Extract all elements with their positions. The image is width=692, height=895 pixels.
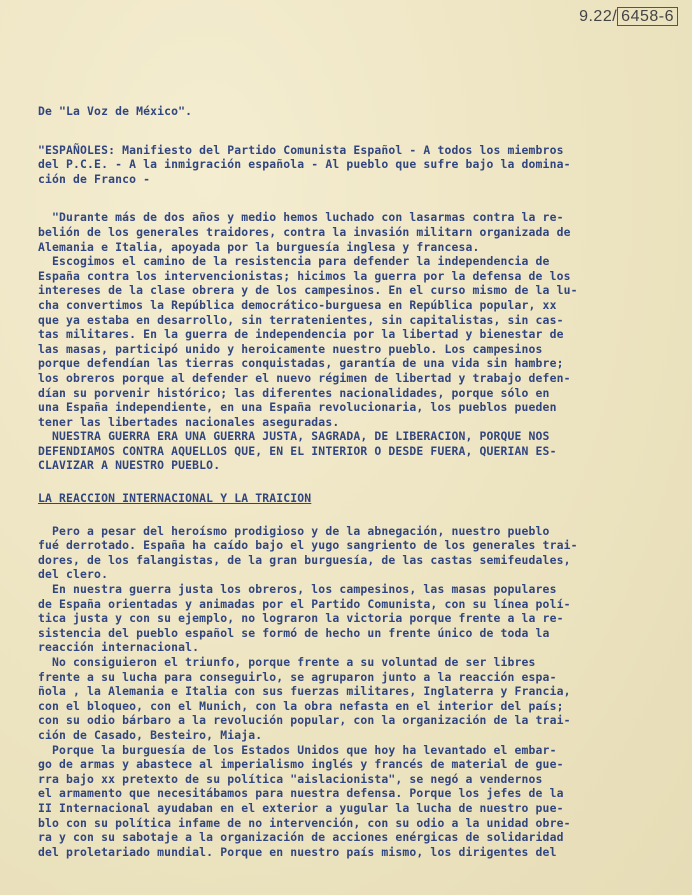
text-line: con su odio bárbaro a la revolución popular, con la organización de la trai- xyxy=(38,713,571,728)
text-line: ción de Casado, Besteiro, Miaja. xyxy=(38,727,263,742)
text-line: Porque la burguesía de los Estados Unidos que hoy ha levantado el embar- xyxy=(38,742,557,757)
text-line: Pero a pesar del heroísmo prodigioso y de la abnegación, nuestro pueblo xyxy=(38,523,550,538)
text-line: el armamento que necesitábamos para nuestra defensa. Porque los jefes de la xyxy=(38,786,564,801)
text-line: Alemania e Italia, apoyada por la burguesía inglesa y francesa. xyxy=(38,239,480,254)
text-line: reacción internacional. xyxy=(38,640,200,655)
manifesto-heading xyxy=(38,143,684,187)
source-line: De "La Voz de México". xyxy=(38,104,193,118)
text-line: porque defendían las tierras conquistadas, garantía de una vida sin hambre; xyxy=(38,356,564,371)
text-line: tener las libertades nacionales aseguradas. xyxy=(38,414,340,429)
text-line: blo con su política infame de no intervención, con su odio a la unidad obre- xyxy=(38,815,571,830)
heading-line: "ESPAÑOLES: Manifiesto del Partido Comunista Español - A todos los miembros xyxy=(38,142,564,157)
text-line: fué derrotado. España ha caído bajo el yugo sangriento de los generales trai- xyxy=(38,538,578,553)
text-line: rra bajo xx pretexto de su política "aislacionista", se negó a vendernos xyxy=(38,771,543,786)
paragraph-block-2 xyxy=(38,524,684,860)
text-line: tica justa y con su ejemplo, no lograron la victoria porque frente a la re- xyxy=(38,611,564,626)
text-line: No consiguieron el triunfo, porque frente a su voluntad de ser libres xyxy=(38,655,536,669)
text-line: frente a su lucha para conseguirlo, se agruparon junto a la reacción espa- xyxy=(38,669,557,684)
text-line: intereses de la clase obrera y de los campesinos. En el curso mismo de la lu- xyxy=(38,283,578,298)
archive-reference-code xyxy=(579,8,678,26)
spacer xyxy=(38,119,684,143)
text-line: una España independiente, en una España revolucionaria, los pueblos pueden xyxy=(38,400,557,415)
section-title: LA REACCION INTERNACIONAL Y LA TRAICION xyxy=(38,491,312,506)
text-line: dían su porvenir histórico; las diferentes nacionalidades, porque sólo en xyxy=(38,385,550,400)
text-line: de España orientadas y animadas por el Partido Comunista, con su línea polí- xyxy=(38,596,571,611)
text-line: belión de los generales traidores, contra la invasión militarn organizada de xyxy=(38,224,571,239)
text-line: NUESTRA GUERRA ERA UNA GUERRA JUSTA, SAGRADA, DE LIBERACION, PORQUE NOS xyxy=(38,429,550,444)
text-line: ñola , la Alemania e Italia con sus fuerzas militares, Inglaterra y Francia, xyxy=(38,684,571,699)
ref-code-prefix: 9.22/ xyxy=(579,8,618,25)
text-line: que ya estaba en desarrollo, sin terratenientes, sin capitalistas, sin cas- xyxy=(38,312,564,327)
text-line: con el bloqueo, con el Munich, con la obra nefasta en el interior del país; xyxy=(38,698,564,713)
heading-line: ción de Franco - xyxy=(38,171,151,186)
text-line: tas militares. En la guerra de independencia por la libertad y bienestar de xyxy=(38,327,564,342)
text-line: cha convertimos la República democrático-burguesa en República popular, xx xyxy=(38,297,557,312)
document-body xyxy=(38,104,684,859)
text-line: dores, de los falangistas, de la gran burguesía, de las castas semifeudales, xyxy=(38,552,571,567)
text-line: los obreros porque al defender el nuevo régimen de libertad y trabajo defen- xyxy=(38,370,571,385)
text-line: del clero. xyxy=(38,567,109,582)
text-line: CLAVIZAR A NUESTRO PUEBLO. xyxy=(38,458,221,473)
text-line: ra y con su sabotaje a la organización de acciones enérgicas de solidaridad xyxy=(38,830,564,845)
text-line: go de armas y abastece al imperialismo inglés y francés de material de gue- xyxy=(38,757,564,772)
paragraph-block-1 xyxy=(38,210,684,473)
spacer xyxy=(38,473,684,491)
ref-code-number: 6458-6 xyxy=(617,7,678,26)
heading-line: del P.C.E. - A la inmigración española - Al pueblo que sufre bajo la domina- xyxy=(38,157,571,172)
text-line: II Internacional ayudaban en el exterior a yugular la lucha de nuestro pue- xyxy=(38,800,564,815)
text-line: DEFENDIAMOS CONTRA AQUELLOS QUE, EN EL INTERIOR O DESDE FUERA, QUERIAN ES- xyxy=(38,443,557,458)
text-line: sistencia del pueblo español se formó de hecho un frente único de toda la xyxy=(38,625,550,640)
text-line: España contra los intervencionistas; hicimos la guerra por la defensa de los xyxy=(38,268,571,283)
text-line: En nuestra guerra justa los obreros, los campesinos, las masas populares xyxy=(38,582,557,597)
text-line: del proletariado mundial. Porque en nuestro país mismo, los dirigentes del xyxy=(38,844,557,859)
text-line: "Durante más de dos años y medio hemos luchado con lasarmas contra la re- xyxy=(38,210,564,225)
text-line: Escogimos el camino de la resistencia para defender la independencia de xyxy=(38,254,550,269)
spacer xyxy=(38,186,684,210)
text-line: las masas, participó unido y heroicamente nuestro pueblo. Los campesinos xyxy=(38,341,543,356)
spacer xyxy=(38,506,684,524)
